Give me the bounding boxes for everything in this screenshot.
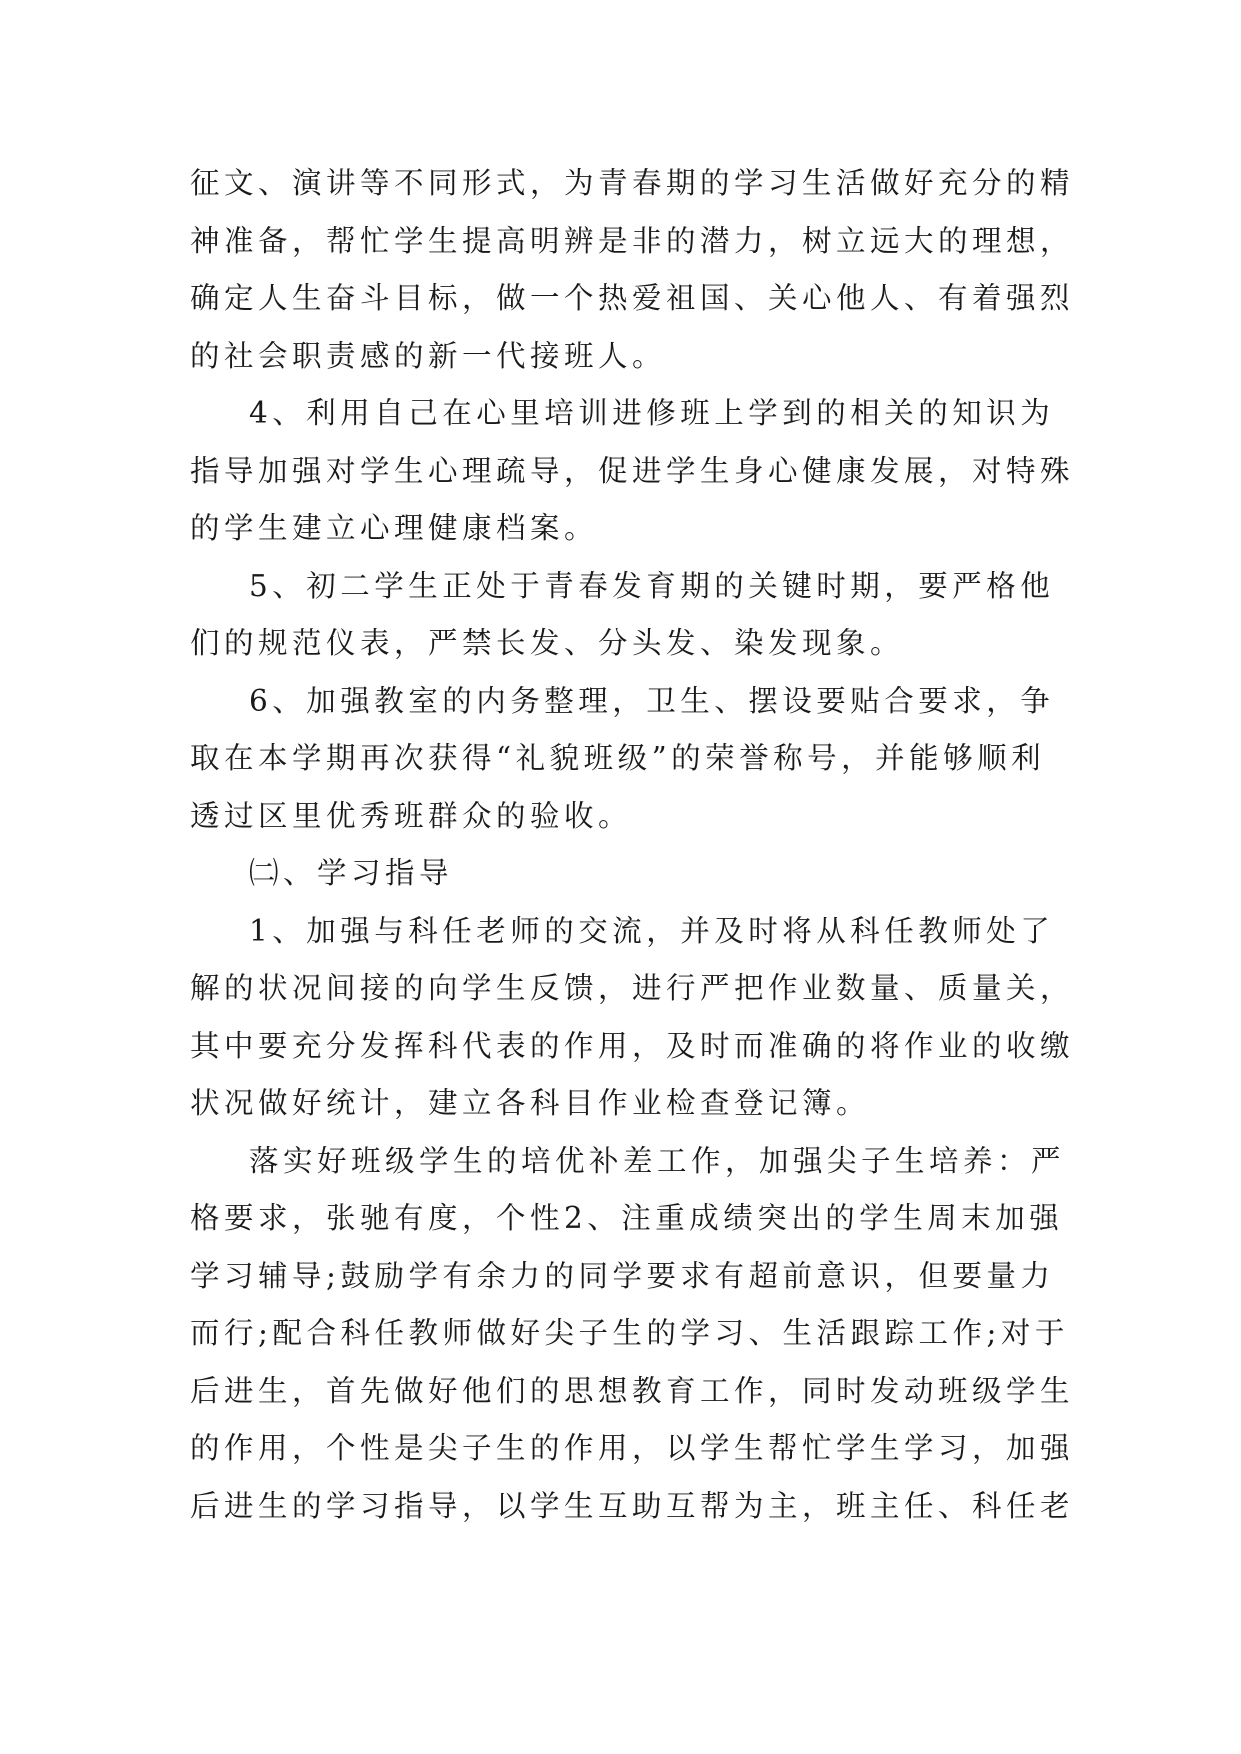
- paragraph-start-line: 4、利用自己在心里培训进修班上学到的相关的知识为: [249, 396, 1055, 430]
- text-line: 学习辅导;鼓励学有余力的同学要求有超前意识，但要量力: [190, 1258, 1055, 1293]
- text-line: 状况做好统计，建立各科目作业检查登记簿。: [190, 1086, 871, 1120]
- paragraph-start-line: 落实好班级学生的培优补差工作，加强尖子生培养：严: [249, 1143, 1066, 1178]
- paragraph-start-line: 1、加强与科任老师的交流，并及时将从科任教师处了: [249, 913, 1055, 948]
- text-line: 征文、演讲等不同形式，为青春期的学习生活做好充分的精: [190, 166, 1075, 200]
- section-heading: ㈡、学习指导: [249, 856, 454, 890]
- document-body: [190, 155, 1075, 1535]
- paragraph-start-line: 5、初二学生正处于青春发育期的关键时期，要严格他: [249, 568, 1055, 603]
- text-line: 的作用，个性是尖子生的作用，以学生帮忙学生学习，加强: [190, 1431, 1075, 1465]
- text-line: 而行;配合科任教师做好尖子生的学习、生活跟踪工作;对于: [190, 1316, 1069, 1350]
- text-line: 的学生建立心理健康档案。: [190, 511, 599, 545]
- text-line: 后进生，首先做好他们的思想教育工作，同时发动班级学生: [190, 1373, 1075, 1408]
- text-line: 解的状况间接的向学生反馈，进行严把作业数量、质量关，: [190, 971, 1075, 1005]
- text-line: 透过区里优秀班群众的验收。: [190, 798, 633, 833]
- text-line: 其中要充分发挥科代表的作用，及时而准确的将作业的收缴: [190, 1028, 1075, 1063]
- text-line: 后进生的学习指导，以学生互助互帮为主，班主任、科任老: [190, 1488, 1075, 1523]
- paragraph-start-line: 6、加强教室的内务整理，卫生、摆设要贴合要求，争: [249, 683, 1055, 718]
- text-line: 神准备，帮忙学生提高明辨是非的潜力，树立远大的理想，: [190, 223, 1075, 258]
- text-line: 格要求，张驰有度，个性2、注重成绩突出的学生周末加强: [190, 1201, 1064, 1235]
- text-line: 取在本学期再次获得“礼貌班级”的荣誉称号，并能够顺利: [190, 741, 1046, 775]
- text-line: 确定人生奋斗目标，做一个热爱祖国、关心他人、有着强烈: [190, 281, 1075, 315]
- text-line: 的社会职责感的新一代接班人。: [190, 338, 667, 373]
- text-line: 指导加强对学生心理疏导，促进学生身心健康发展，对特殊: [190, 453, 1075, 488]
- text-line: 们的规范仪表，严禁长发、分头发、染发现象。: [190, 626, 905, 660]
